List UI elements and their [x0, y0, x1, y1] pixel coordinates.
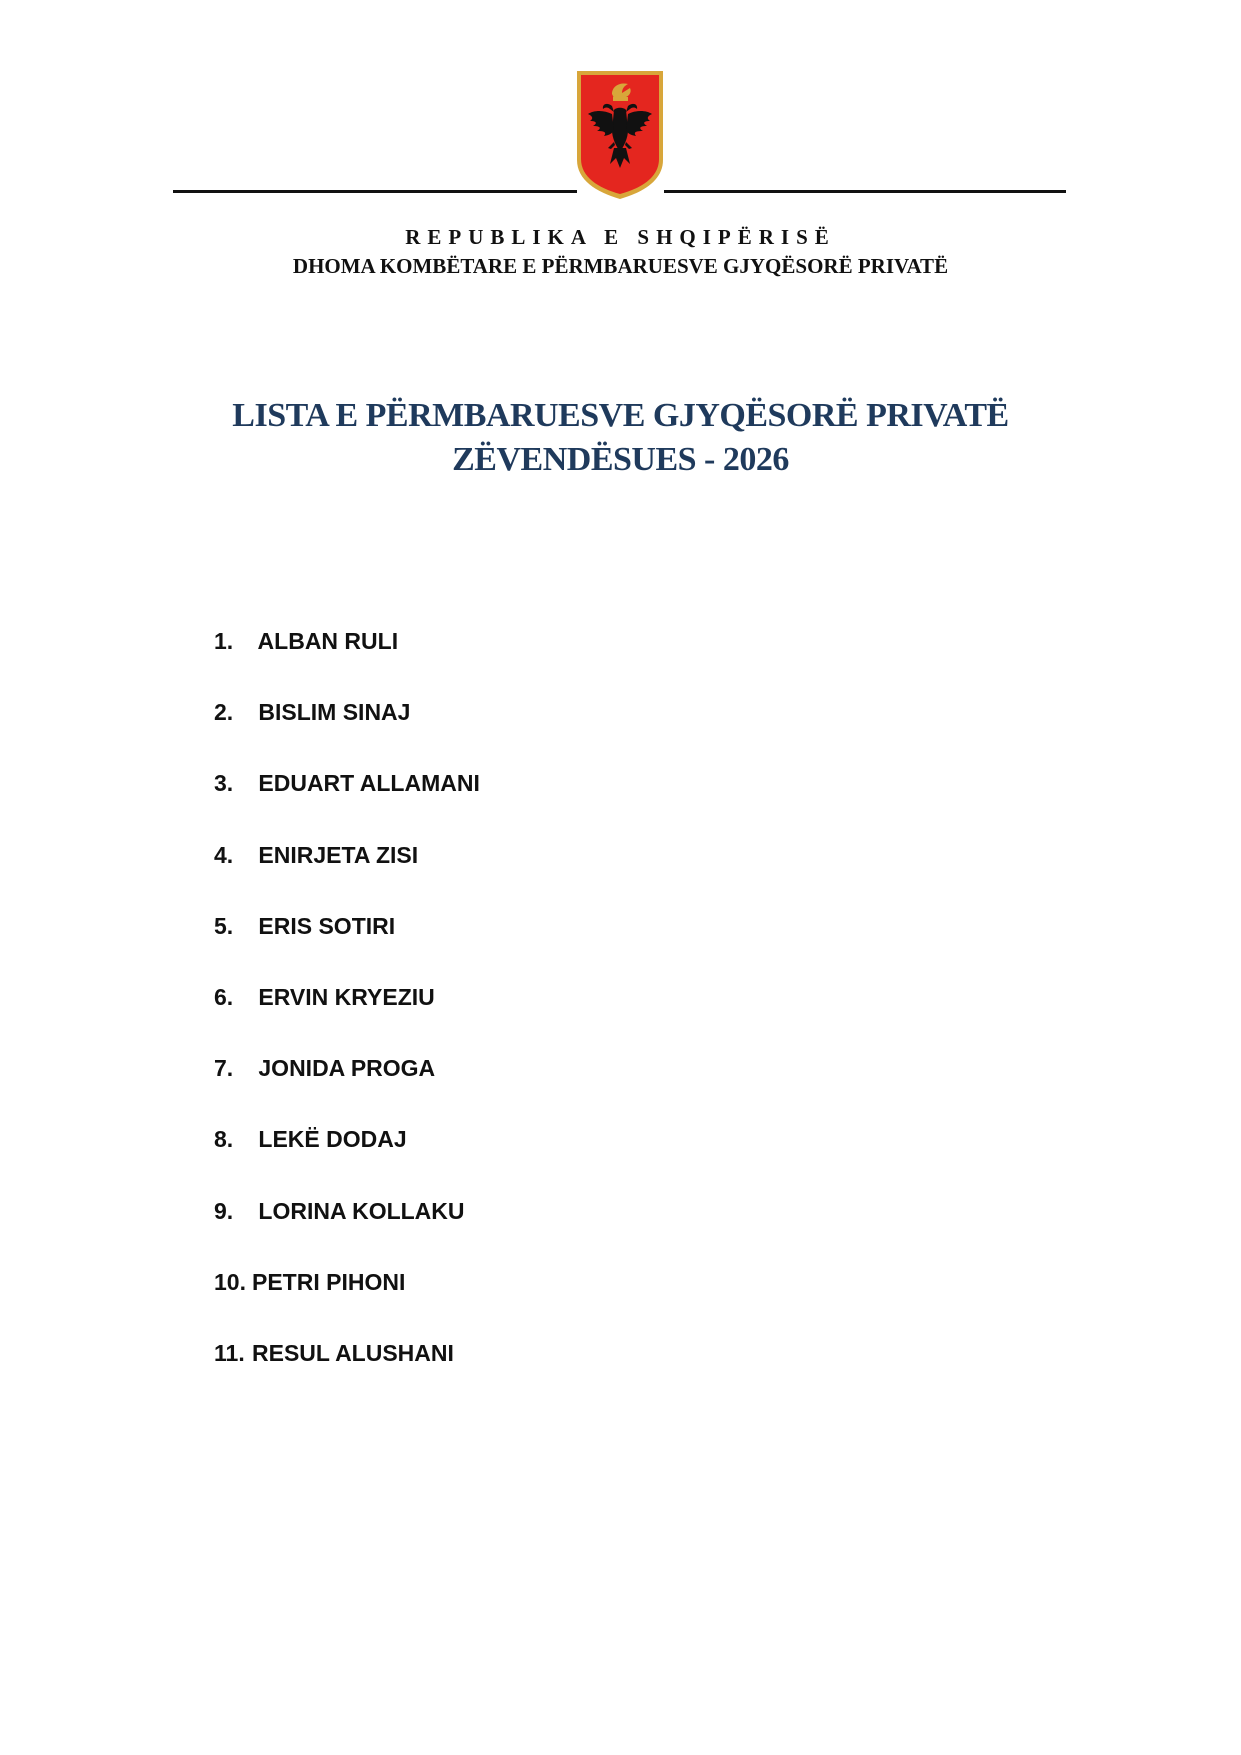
list-item-name: ENIRJETA ZISI — [258, 841, 419, 868]
document-title-line-2: ZËVENDËSUES - 2026 — [452, 441, 789, 478]
albania-coat-of-arms-icon — [574, 68, 666, 202]
list-item-number: 11. — [214, 1339, 245, 1366]
list-item-number: 4. — [214, 841, 234, 868]
list-item-name: JONIDA PROGA — [258, 1055, 436, 1082]
list-item-name: LORINA KOLLAKU — [258, 1197, 465, 1224]
list-item-name: LEKË DODAJ — [258, 1126, 407, 1153]
header-divider-left — [173, 190, 577, 193]
list-item — [214, 1332, 480, 1403]
list-item — [214, 976, 480, 1047]
list-item-number: 9. — [214, 1197, 234, 1224]
list-item — [214, 1261, 480, 1332]
document-title-line-1: LISTA E PËRMBARUESVE GJYQËSORË PRIVATË — [232, 397, 1009, 434]
list-item-name: PETRI PIHONI — [252, 1268, 406, 1295]
list-item-name: ERIS SOTIRI — [258, 912, 396, 939]
republic-heading: REPUBLIKA E SHQIPËRISË — [405, 225, 836, 249]
list-item-number: 7. — [214, 1055, 234, 1082]
document-title — [0, 394, 1241, 482]
list-item-name: EDUART ALLAMANI — [258, 770, 480, 797]
list-item — [214, 1118, 480, 1189]
list-item-number: 2. — [214, 699, 234, 726]
list-item-number: 1. — [214, 628, 234, 654]
header-divider-right — [664, 190, 1066, 193]
list-item-number: 6. — [214, 983, 234, 1010]
list-item-number: 3. — [214, 770, 234, 797]
list-item-name: ERVIN KRYEZIU — [258, 983, 435, 1010]
list-item-name: RESUL ALUSHANI — [252, 1339, 454, 1366]
enforcement-agent-list — [214, 620, 480, 1403]
list-item — [214, 1190, 480, 1261]
list-item — [214, 620, 480, 691]
list-item — [214, 762, 480, 833]
list-item-number: 10. — [214, 1268, 246, 1295]
chamber-heading: DHOMA KOMBËTARE E PËRMBARUESVE GJYQËSORË PRIVATË — [292, 254, 949, 278]
list-item-name: ALBAN RULI — [257, 628, 399, 654]
list-item-number: 5. — [214, 912, 234, 939]
list-item — [214, 1047, 480, 1118]
list-item-number: 8. — [214, 1126, 234, 1153]
list-item — [214, 905, 480, 976]
list-item — [214, 691, 480, 762]
list-item — [214, 834, 480, 905]
list-item-name: BISLIM SINAJ — [258, 699, 411, 726]
